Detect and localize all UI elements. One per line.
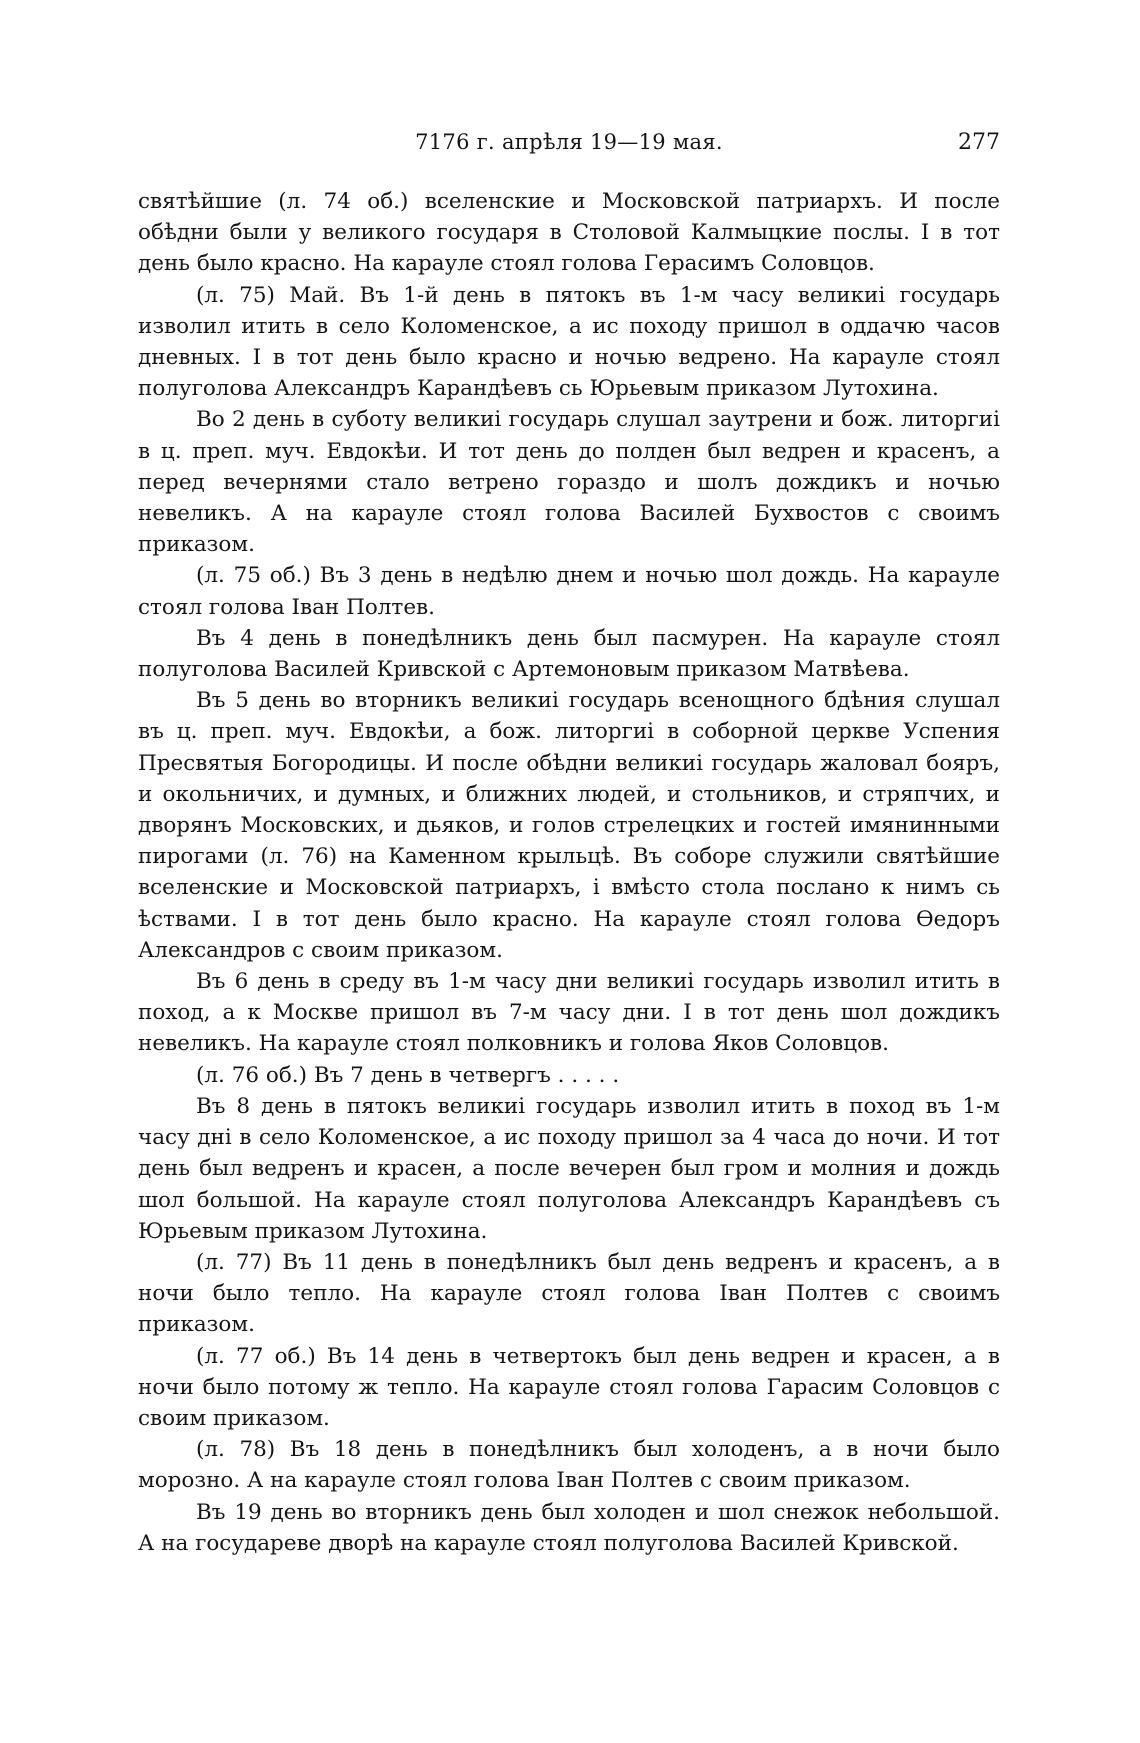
- paragraph-may-14: (л. 77 об.) Въ 14 день в четвертокъ был день ведрен и красен, а в ночи было потому ж тепло. На карауле стоял голова Гарасим Соловцов с своим приказом.: [138, 1343, 1000, 1431]
- paragraph-may-11: (л. 77) Въ 11 день в понедѣлникъ был день ведренъ и красенъ, а в ночи было тепло. На карауле стоял голова Іван Полтев с своимъ приказом.: [138, 1249, 1000, 1338]
- paragraph-may-8: Въ 8 день в пятокъ великиі государь изволил итить в поход въ 1-м часу днi в село Коломенское, а ис походу пришол за 4 часа до ночи. И тот день был ведренъ и красен, а после вечерен был гром и молния и дождь шол большой. На карауле стоял полуголова Александръ Карандѣевъ съ Юрьевым приказом Лутохина.: [138, 1093, 1000, 1244]
- page-header: [138, 130, 1000, 164]
- paragraph-may-6: Въ 6 день в среду въ 1-м часу дни великиі государь изволил итить в поход, а к Москве пришол въ 7-м часу дни. І в тот день шол дождикъ невеликъ. На карауле стоял полковникъ и голова Яков Соловцов.: [138, 969, 1000, 1057]
- paragraph-may-4: Въ 4 день в понедѣлникъ день был пасмурен. На карауле стоял полуголова Василей Кривской с Артемоновым приказом Матвѣева.: [138, 625, 1000, 683]
- body-text: [138, 186, 1000, 1559]
- page-number: 277: [958, 130, 1000, 155]
- paragraph-continuation: святѣйшие (л. 74 об.) вселенские и Московской патриархъ. И после обѣдни были у великого государя в Столовой Калмыцкие послы. І в тот день было красно. На карауле стоял голова Герасимъ Соловцов.: [138, 189, 1000, 277]
- paragraph-may-3: (л. 75 об.) Въ 3 день в недѣлю днем и ночью шол дождь. На карауле стоял голова Іван Полтев.: [138, 563, 1000, 620]
- paragraph-may-19: Въ 19 день во вторникъ день был холоден и шол снежок небольшой. А на государеве дворѣ на карауле стоял полуголова Василей Кривской.: [138, 1499, 1000, 1556]
- paragraph-may-7: (л. 76 об.) Въ 7 день в четвергъ . . . . .: [196, 1062, 620, 1088]
- paragraph-may-1: (л. 75) Май. Въ 1-й день в пятокъ въ 1-м часу великиі государь изволил итить в село Коломенское, а ис походу пришол в оддачю часов дневных. І в тот день было красно и ночью ведрено. На карауле стоял полуголова Александръ Карандѣевъ сь Юрьевым приказом Лутохина.: [138, 282, 1000, 402]
- paragraph-may-2: Во 2 день в суботу великиі государь слушал заутрени и бож. литоргиі в ц. преп. муч. Евдокѣи. И тот день до полден был ведрен и красенъ, а перед вечернями стало ветрено гораздо и шолъ дождикъ и ночью невеликъ. А на карауле стоял голова Василей Бухвостов с своимъ приказом.: [138, 407, 1000, 558]
- paragraph-may-18: (л. 78) Въ 18 день в понедѣлникъ был холоденъ, а в ночи было морозно. А на карауле стоял голова Іван Полтев с своим приказом.: [138, 1437, 1000, 1494]
- paragraph-may-5: Въ 5 день во вторникъ великиі государь всенощного бдѣния слушал въ ц. преп. муч. Евдокѣи, а бож. литоргиі в соборной церкве Успения Пресвятыя Богородицы. И после обѣдни великиі государь жаловал бояръ, и окольничих, и думных, и ближних людей, и стольников, и стряпчих, и дворянъ Московских, и дьяков, и голов стрелецких и гостей имянинными пирогами (л. 76) на Каменном крыльцѣ. Въ соборе служили святѣйшие вселенские и Московской патриархъ, і вмѣсто стола послано к нимъ сь ѣствами. І в тот день было красно. На карауле стоял голова Өедоръ Александров с своим приказом.: [138, 688, 1000, 963]
- running-head: 7176 г. апрѣля 19—19 мая.: [415, 130, 723, 154]
